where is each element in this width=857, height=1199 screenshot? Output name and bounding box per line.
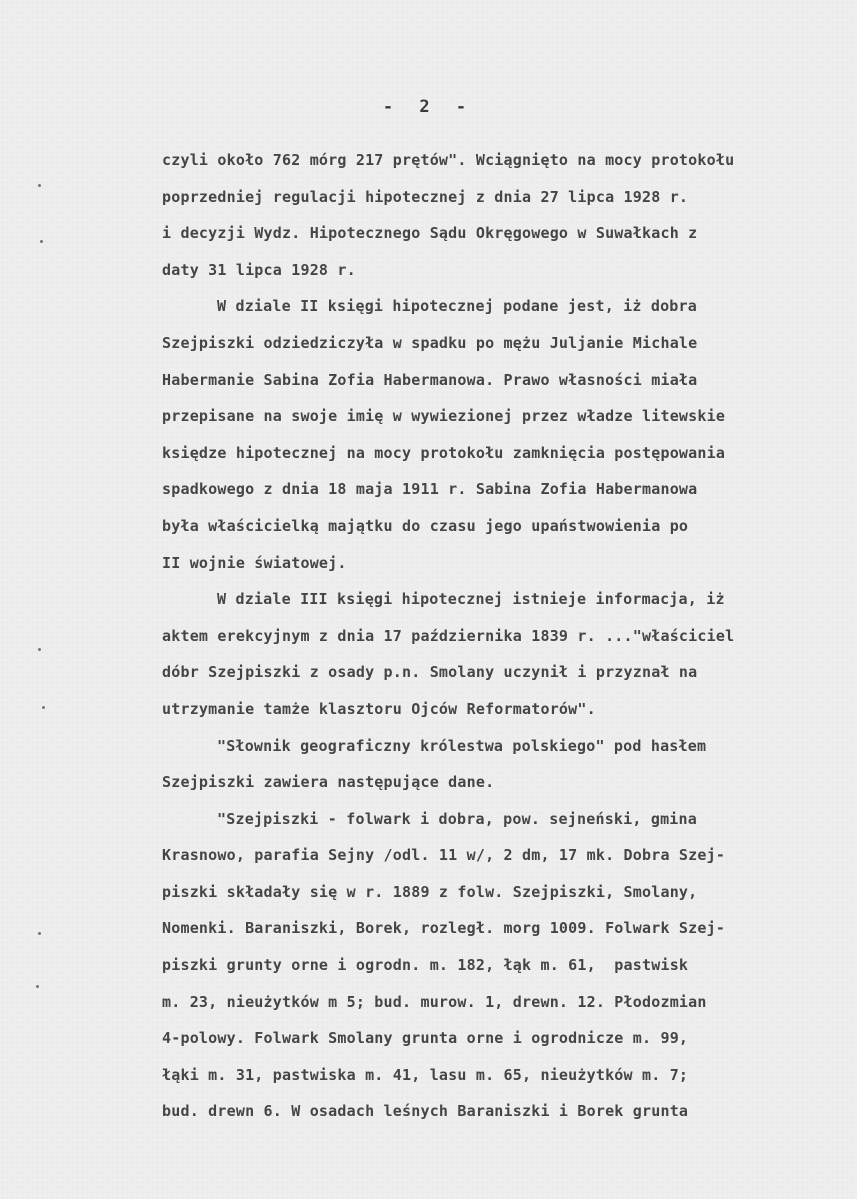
text-line: piszki składały się w r. 1889 z folw. Szejpiszki, Smolany, [162, 882, 698, 901]
text-line: W dziale III księgi hipotecznej istnieje informacja, iż [217, 590, 725, 609]
text-line: Nomenki. Baraniszki, Borek, rozległ. morg 1009. Folwark Szej- [162, 919, 726, 938]
text-line: Krasnowo, parafia Sejny /odl. 11 w/, 2 dm, 17 mk. Dobra Szej- [162, 846, 726, 865]
scan-dot [38, 184, 41, 187]
text-line: Szejpiszki odziedziczyła w spadku po mężu Juljanie Michale [162, 333, 698, 352]
text-line: II wojnie światowej. [162, 553, 347, 572]
text-line: i decyzji Wydz. Hipotecznego Sądu Okręgowego w Suwałkach z [162, 224, 698, 243]
scan-dot [42, 706, 45, 709]
text-line: "Szejpiszki - folwark i dobra, pow. sejneński, gmina [217, 809, 697, 828]
text-line: łąki m. 31, pastwiska m. 41, lasu m. 65, nieużytków m. 7; [162, 1065, 689, 1084]
scan-dot [40, 240, 43, 243]
text-line: "Słownik geograficzny królestwa polskiego" pod hasłem [217, 736, 707, 755]
text-line: aktem erekcyjnym z dnia 17 października 1839 r. ..."właściciel [162, 626, 735, 645]
text-line: była właścicielką majątku do czasu jego upaństwowienia po [162, 516, 689, 535]
text-line: bud. drewn 6. W osadach leśnych Baraniszki i Borek grunta [162, 1102, 689, 1121]
text-line: piszki grunty orne i ogrodn. m. 182, łąk m. 61, pastwisk [162, 956, 689, 975]
text-line: spadkowego z dnia 18 maja 1911 r. Sabina Zofia Habermanowa [162, 480, 698, 499]
text-line: 4-polowy. Folwark Smolany grunta orne i ogrodnicze m. 99, [162, 1029, 689, 1048]
scan-dot [38, 648, 41, 651]
text-line: m. 23, nieużytków m 5; bud. murow. 1, drewn. 12. Płodozmian [162, 992, 707, 1011]
text-line: poprzedniej regulacji hipotecznej z dnia 27 lipca 1928 r. [162, 187, 689, 206]
scan-dot [36, 985, 39, 988]
text-line: Habermanie Sabina Zofia Habermanowa. Prawo własności miała [162, 370, 698, 389]
text-line: księdze hipotecznej na mocy protokołu zamknięcia postępowania [162, 443, 726, 462]
document-body [162, 147, 842, 1135]
text-line: dóbr Szejpiszki z osady p.n. Smolany uczynił i przyznał na [162, 663, 698, 682]
text-line: W dziale II księgi hipotecznej podane jest, iż dobra [217, 297, 697, 316]
text-line: przepisane na swoje imię w wywiezionej przez władze litewskie [162, 407, 726, 426]
page-number: - 2 - [382, 97, 475, 117]
text-line: utrzymanie tamże klasztoru Ojców Reformatorów". [162, 699, 596, 718]
text-line: czyli około 762 mórg 217 prętów". Wciągnięto na mocy protokołu [162, 151, 735, 169]
scan-dot [38, 932, 41, 935]
text-line: daty 31 lipca 1928 r. [162, 260, 356, 279]
text-line: Szejpiszki zawiera następujące dane. [162, 773, 495, 792]
